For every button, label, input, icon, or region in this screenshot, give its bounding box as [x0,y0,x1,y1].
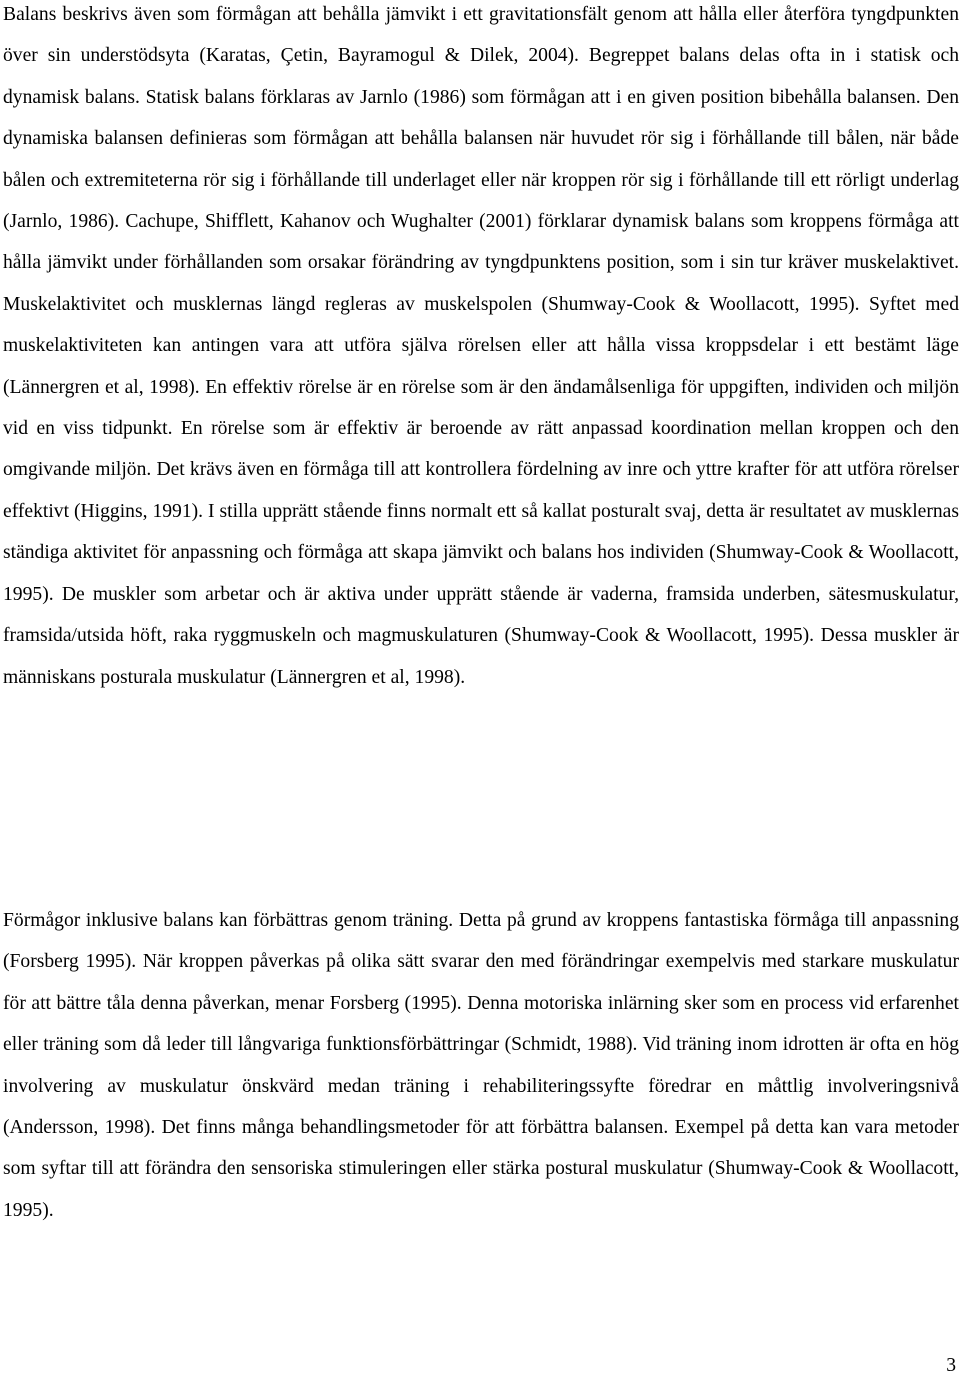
body-paragraph-balance-definition: Balans beskrivs även som förmågan att behålla jämvikt i ett gravitationsfält genom att hålla eller återföra tyngdpunkten över sin understödsyta (Karatas, Çetin, Bayramogul & Dilek, 2004). Begreppet balans delas ofta in i statisk och dynamisk balans. Statisk balans förklaras av Jarnlo (1986) som förmågan att i en given position bibehålla balansen. Den dynamiska balansen definieras som förmågan att behålla balansen när huvudet rör sig i förhållande till bålen, när både bålen och extremiteterna rör sig i förhållande till underlaget eller när kroppen rör sig i förhållande till ett rörligt underlag (Jarnlo, 1986). Cachupe, Shifflett, Kahanov och Wughalter (2001) förklarar dynamisk balans som kroppens förmåga att hålla jämvikt under förhållanden som orsakar förändring av tyngdpunktens position, som i sin tur kräver muskelaktivet. Muskelaktivitet och musklernas längd regleras av muskelspolen (Shumway-Cook & Woollacott, 1995). Syftet med muskelaktiviteten kan antingen vara att utföra själva rörelsen eller att hålla vissa kroppsdelar i ett bestämt läge (Lännergren et al, 1998). En effektiv rörelse är en rörelse som är den ändamålsenliga för uppgiften, individen och miljön vid en viss tidpunkt. En rörelse som är effektiv är beroende av rätt anpassad koordination mellan kroppen och den omgivande miljön. Det krävs även en förmåga till att kontrollera fördelning av inre och yttre krafter för att utföra rörelser effektivt (Higgins, 1991). I stilla upprätt stående finns normalt ett så kallat posturalt svaj, detta är resultatet av musklernas ständiga aktivitet för anpassning och förmåga att skapa jämvikt och balans hos individen (Shumway-Cook & Woollacott, 1995). De muskler som arbetar och är aktiva under upprätt stående är vaderna, framsida underben, sätesmuskulatur, framsida/utsida höft, raka ryggmuskeln och magmuskulaturen (Shumway-Cook & Woollacott, 1995). Dessa muskler är människans posturala muskulatur (Lännergren et al, 1998). [3,4,959,688]
body-paragraph-training: Förmågor inklusive balans kan förbättras genom träning. Detta på grund av kroppens fantastiska förmåga till anpassning (Forsberg 1995). När kroppen påverkas på olika sätt svarar den med förändringar exempelvis med starkare muskulatur för att bättre tåla denna påverkan, menar Forsberg (1995). Denna motoriska inlärning sker som en process vid erfarenhet eller träning som då leder till långvariga funktionsförbättringar (Schmidt, 1988). Vid träning inom idrotten är ofta en hög involvering av muskulatur önskvärd medan träning i rehabiliteringssyfte föredrar en måttlig involveringsnivå (Andersson, 1998). Det finns många behandlingsmetoder för att förbättra balansen. Exempel på detta kan vara metoder som syftar till att förändra den sensoriska stimuleringen eller stärka postural muskulatur (Shumway-Cook & Woollacott, 1995). [3,910,959,1221]
page-number: 3 [946,1355,956,1376]
